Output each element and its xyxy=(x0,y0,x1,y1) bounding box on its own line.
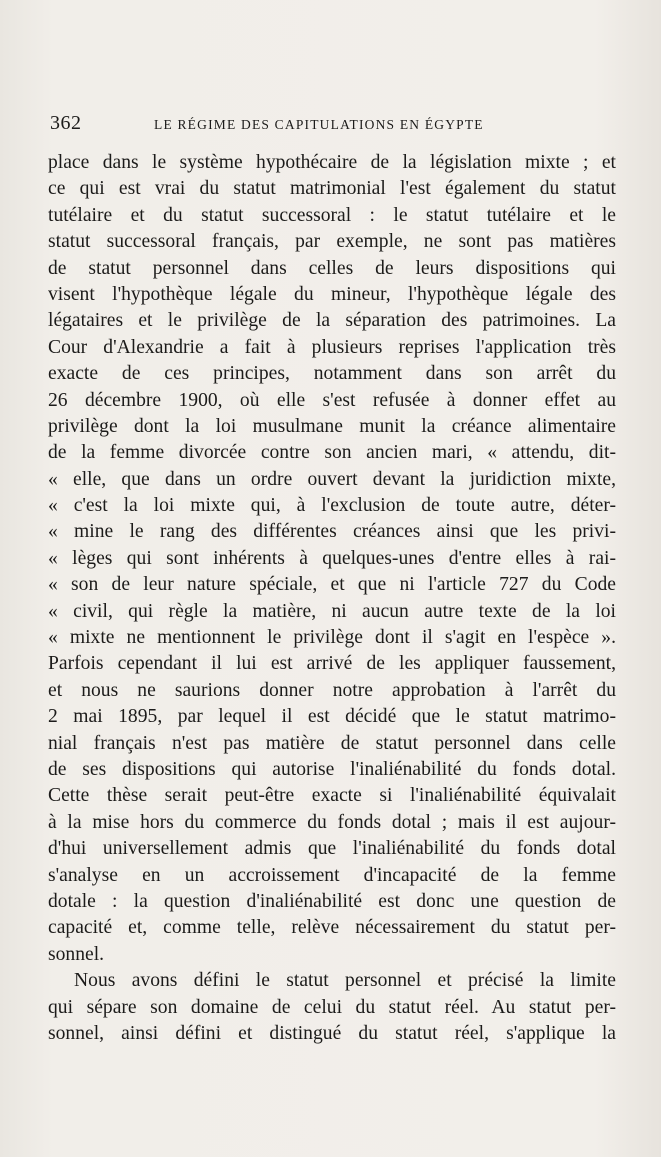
text-line: ce qui est vrai du statut matrimonial l'est également du statut xyxy=(48,178,616,200)
text-line: nial français n'est pas matière de statut personnel dans celle xyxy=(48,732,616,754)
text-line: 2 mai 1895, par lequel il est décidé que le statut matrimo- xyxy=(48,706,616,728)
text-line: s'analyse en un accroissement d'incapacité de la femme xyxy=(48,864,616,886)
page-header xyxy=(50,112,615,138)
quoted-line: « mine le rang des différentes créances ainsi que les privi- xyxy=(48,521,616,543)
quoted-line: « elle, que dans un ordre ouvert devant la juridiction mixte, xyxy=(48,468,616,490)
text-line: 26 décembre 1900, où elle s'est refusée à donner effet au xyxy=(48,389,616,411)
text-line: statut successoral français, par exemple, ne sont pas matières xyxy=(48,231,616,253)
text-line: visent l'hypothèque légale du mineur, l'hypothèque légale des xyxy=(48,283,616,305)
text-line: Cour d'Alexandrie a fait à plusieurs reprises l'application très xyxy=(48,336,616,358)
text-line: de ses dispositions qui autorise l'inaliénabilité du fonds dotal. xyxy=(48,758,616,780)
text-line: légataires et le privilège de la séparation des patrimoines. La xyxy=(48,310,616,332)
text-line: sonnel, ainsi défini et distingué du statut réel, s'applique la xyxy=(48,1022,616,1044)
paragraph-start-line: Nous avons défini le statut personnel et précisé la limite xyxy=(74,970,616,992)
text-line: qui sépare son domaine de celui du statut réel. Au statut per- xyxy=(48,996,616,1018)
text-line: à la mise hors du commerce du fonds dotal ; mais il est aujour- xyxy=(48,811,616,833)
text-line: dotale : la question d'inaliénabilité est donc une question de xyxy=(48,890,616,912)
quoted-line: « mixte ne mentionnent le privilège dont il s'agit en l'espèce ». xyxy=(48,627,616,649)
page-number: 362 xyxy=(50,112,82,134)
running-head: LE RÉGIME DES CAPITULATIONS EN ÉGYPTE xyxy=(154,117,484,132)
text-line: place dans le système hypothécaire de la législation mixte ; et xyxy=(48,152,616,173)
body-text xyxy=(48,150,616,1047)
quoted-line: « civil, qui règle la matière, ni aucun autre texte de la loi xyxy=(48,600,616,622)
text-line: Parfois cependant il lui est arrivé de les appliquer faussement, xyxy=(48,653,616,675)
text-line: et nous ne saurions donner notre approbation à l'arrêt du xyxy=(48,679,616,701)
paragraph-end-line: sonnel. xyxy=(48,943,105,965)
quoted-line: « son de leur nature spéciale, et que ni l'article 727 du Code xyxy=(48,574,616,596)
text-line: tutélaire et du statut successoral : le statut tutélaire et le xyxy=(48,204,616,226)
text-line: de statut personnel dans celles de leurs dispositions qui xyxy=(48,257,616,279)
text-line: d'hui universellement admis que l'inaliénabilité du fonds dotal xyxy=(48,838,616,860)
text-line: de la femme divorcée contre son ancien mari, « attendu, dit- xyxy=(48,442,616,464)
quoted-line: « c'est la loi mixte qui, à l'exclusion de toute autre, déter- xyxy=(48,495,616,517)
quoted-line: « lèges qui sont inhérents à quelques-unes d'entre elles à rai- xyxy=(48,547,616,569)
text-line: capacité et, comme telle, relève nécessairement du statut per- xyxy=(48,917,616,939)
text-line: exacte de ces principes, notamment dans son arrêt du xyxy=(48,363,616,385)
text-line: privilège dont la loi musulmane munit la créance alimentaire xyxy=(48,415,616,437)
text-line: Cette thèse serait peut-être exacte si l'inaliénabilité équivalait xyxy=(48,785,616,807)
